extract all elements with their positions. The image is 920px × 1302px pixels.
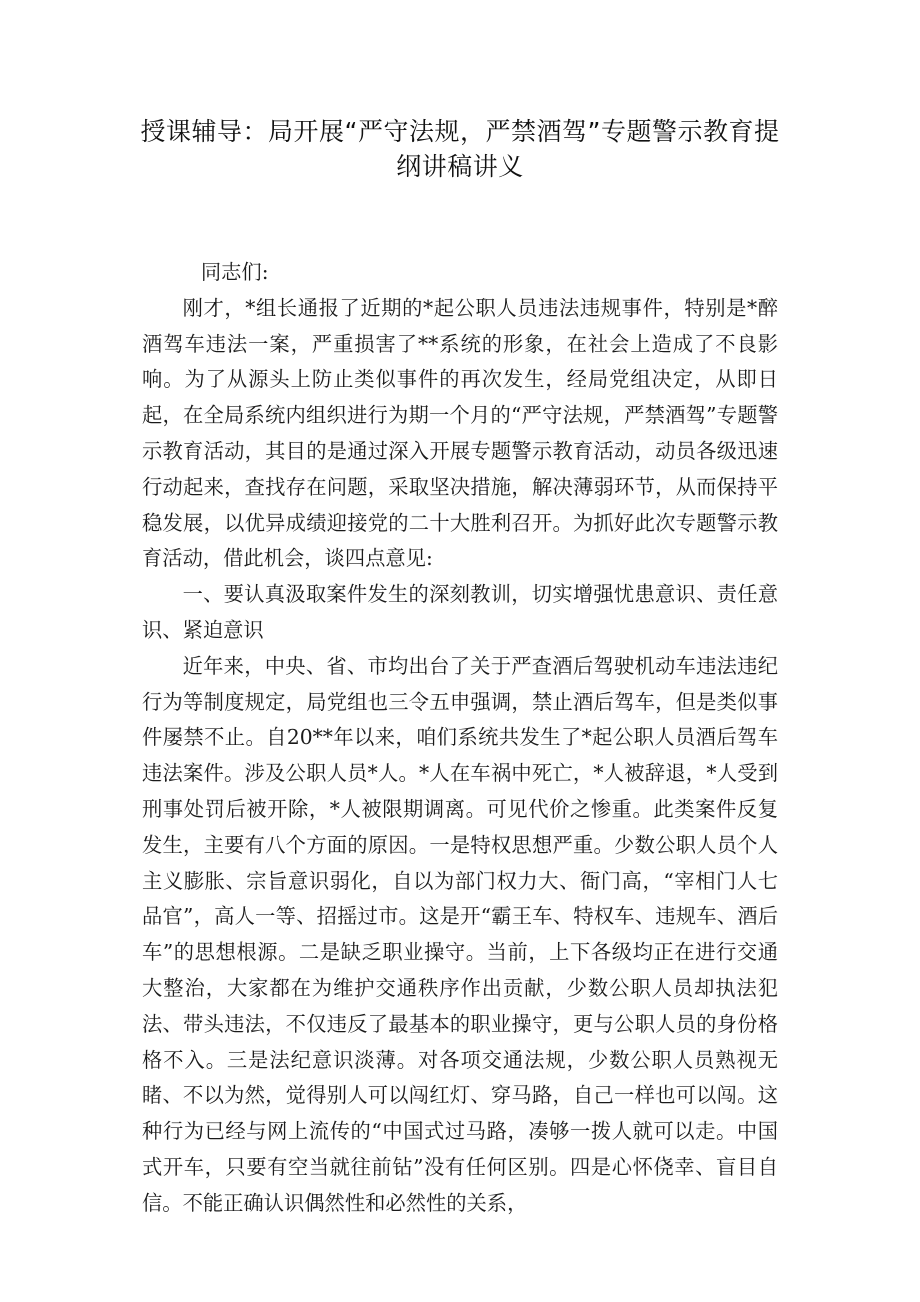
document-title: 授课辅导：局开展“严守法规，严禁酒驾”专题警示教育提纲讲稿讲义 xyxy=(140,117,780,181)
section-heading-1: 一、要认真汲取案件发生的深刻教训，切实增强忧患意识、责任意识、紧迫意识 xyxy=(142,582,778,642)
salutation: 同志们: xyxy=(200,260,269,284)
paragraph-intro: 刚才，*组长通报了近期的*起公职人员违法违规事件，特别是*醉酒驾车违法一案，严重损害了**系统的形象，在社会上造成了不良影响。为了从源头上防止类似事件的再次发生，经局党组决定，从即日起，在全局系统内组织进行为期一个月的“严守法规，严禁酒驾”专题警示教育活动，其目的是通过深入开展专题警示教育活动，动员各级迅速行动起来，查找存在问题，采取坚决措施，解决薄弱环节，从而保持平稳发展，以优异成绩迎接党的二十大胜利召开。为抓好此次专题警示教育活动，借此机会，谈四点意见: xyxy=(142,295,778,571)
paragraph-reasons: 近年来，中央、省、市均出台了关于严查酒后驾驶机动车违法违纪行为等制度规定，局党组也三令五申强调，禁止酒后驾车，但是类似事件屡禁不止。自20**年以来，咱们系统共发生了*起公职人员酒后驾车违法案件。涉及公职人员*人。*人在车祸中死亡，*人被辞退，*人受到刑事处罚后被开除，*人被限期调离。可见代价之惨重。此类案件反复发生，主要有八个方面的原因。一是特权思想严重。少数公职人员个人主义膨胀、宗旨意识弱化，自以为部门权力大、衙门高，“宰相门人七品官”，高人一等、招摇过市。这是开“霸王车、特权车、违规车、酒后车”的思想根源。二是缺乏职业操守。当前，上下各级均正在进行交通大整治，大家都在为维护交通秩序作出贡献，少数公职人员却执法犯法、带头违法，不仅违反了最基本的职业操守，更与公职人员的身份格格不入。三是法纪意识淡薄。对各项交通法规，少数公职人员熟视无睹、不以为然，觉得别人可以闯红灯、穿马路，自己一样也可以闯。这种行为已经与网上流传的“中国式过马路，凑够一拨人就可以走。中国式开车，只要有空当就往前钻”没有任何区别。四是心怀侥幸、盲目自信。不能正确认识偶然性和必然性的关系， xyxy=(142,653,778,1215)
document-body xyxy=(142,255,778,1222)
